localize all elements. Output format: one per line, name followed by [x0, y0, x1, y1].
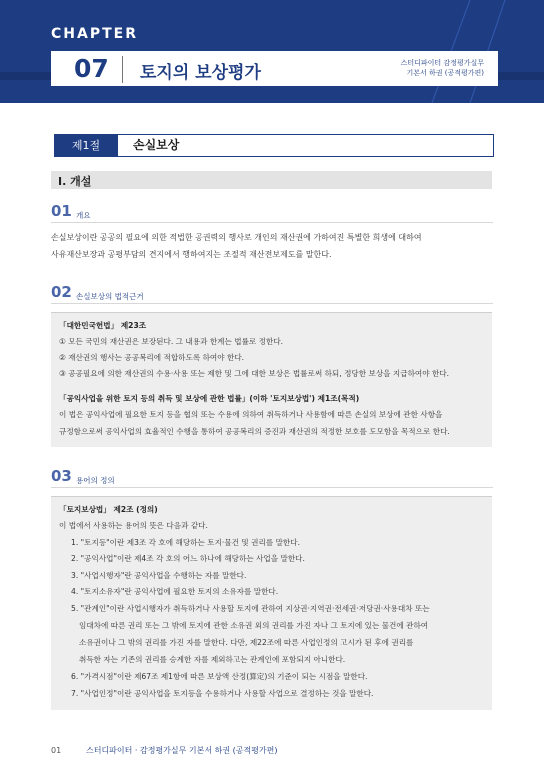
item1-body-line1: 손실보상이란 공공의 필요에 의한 적법한 공권력의 행사로 개인의 재산권에 가하여진 특별한 희생에 대하여	[51, 233, 422, 242]
item1-body-line2: 사유재산보장과 공평부담의 견지에서 행하여지는 조절적 재산전보제도를 말한다.	[51, 250, 332, 259]
brand-line1: 스터디파이터 감정평가실무	[400, 59, 484, 67]
law3-title: 「토지보상법」 제2조 (정의)	[59, 505, 158, 514]
definition-item: 1. "토지등"이란 제3조 각 호에 해당하는 토지·물건 및 권리를 말한다.	[71, 538, 301, 547]
brand-line2: 기본서 하권 (공적평가편)	[406, 69, 484, 77]
item2-underline	[51, 303, 493, 304]
section-number: 제1절	[54, 134, 118, 157]
book-brand	[401, 58, 484, 78]
law2-line: 이 법은 공익사업에 필요한 토지 등을 협의 또는 수용에 의하여 취득하거나 사용함에 따른 손실의 보상에 관한 사항을	[59, 410, 443, 419]
item3-label: 용어의 정의	[76, 476, 115, 485]
law1-line: ① 모든 국민의 재산권은 보장된다. 그 내용과 한계는 법률로 정한다.	[59, 337, 284, 346]
subheading-title: I. 개설	[58, 175, 92, 188]
law2-line: 규정함으로써 공익사업의 효율적인 수행을 통하여 공공복리의 증진과 재산권의 적정한 보호를 도모함을 목적으로 한다.	[59, 427, 450, 436]
page-number: 01	[51, 746, 62, 755]
item1-number: 01	[51, 202, 72, 220]
definition-item: 7. "사업인정"이란 공익사업을 토지등을 수용하거나 사용할 사업으로 결정하는 것을 말한다.	[71, 689, 374, 698]
item1-underline	[51, 222, 493, 223]
item3-underline	[51, 487, 493, 488]
item2-number: 02	[51, 283, 72, 301]
subheading-bar	[51, 171, 492, 189]
law3-intro: 이 법에서 사용하는 용어의 뜻은 다음과 같다.	[59, 521, 208, 530]
definition-item-cont: 취득한 자는 기존의 권리를 승계한 자를 제외하고는 관계인에 포함되지 아니한다.	[79, 655, 346, 664]
section-heading-box	[54, 134, 494, 157]
definition-item: 6. "가격시점"이란 제67조 제1항에 따른 보상액 산정(算定)의 기준이 되는 시점을 말한다.	[71, 672, 368, 681]
chapter-number: 07	[74, 54, 109, 83]
law2-title: 「공익사업을 위한 토지 등의 취득 및 보상에 관한 법률」(이하 '토지보상법') 제1조(목적)	[59, 394, 360, 403]
chapter-title: 토지의 보상평가	[140, 63, 261, 83]
definition-item-cont: 임대차에 따른 권리 또는 그 밖에 토지에 관한 소유권 외의 권리를 가진 자나 그 토지에 있는 물건에 관하여	[79, 621, 429, 630]
item1-label: 개요	[76, 211, 91, 220]
chapter-label: CHAPTER	[51, 26, 138, 42]
definition-item: 5. "관계인"이란 사업시행자가 취득하거나 사용할 토지에 관하여 지상권·지역권·전세권·저당권·사용대차 또는	[71, 604, 430, 613]
law1-line: ③ 공공필요에 의한 재산권의 수용·사용 또는 제한 및 그에 대한 보상은 법률로써 하되, 정당한 보상을 지급하여야 한다.	[59, 369, 450, 378]
definition-item: 3. "사업시행자"란 공익사업을 수행하는 자를 말한다.	[71, 571, 247, 580]
definition-item: 4. "토지소유자"란 공익사업에 필요한 토지의 소유자를 말한다.	[71, 587, 279, 596]
item1-body	[51, 229, 491, 263]
definition-item: 2. "공익사업"이란 제4조 각 호의 어느 하나에 해당하는 사업을 말한다.	[71, 554, 305, 563]
law1-title: 「대한민국헌법」 제23조	[59, 321, 147, 330]
law1-line: ② 재산권의 행사는 공공복리에 적합하도록 하여야 한다.	[59, 353, 245, 362]
section-title: 손실보상	[133, 138, 180, 152]
footer-text: 스터디파이터 · 감정평가실무 기본서 하권 (공적평가편)	[86, 746, 278, 755]
chapter-divider	[122, 56, 123, 83]
item2-label: 손실보상의 법적근거	[76, 292, 144, 301]
definition-item-cont: 소유권이나 그 밖의 권리를 가진 자를 말한다. 다만, 제22조에 따른 사업인정의 고시가 된 후에 권리를	[79, 638, 414, 647]
item3-number: 03	[51, 467, 72, 485]
